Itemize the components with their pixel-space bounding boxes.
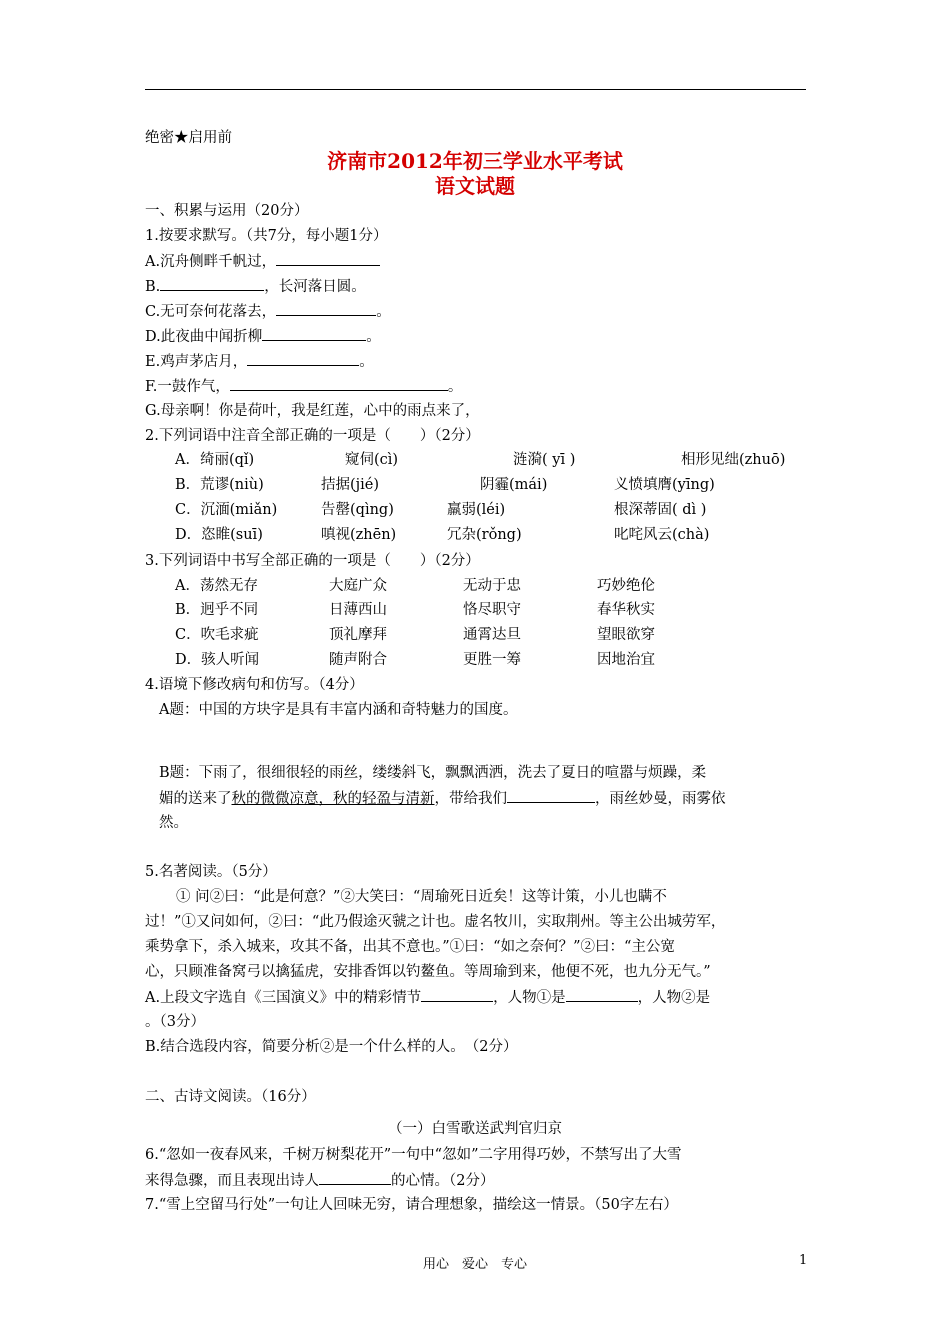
q1-a [145,251,380,272]
q1-b-text: ，长河落日圆。 [264,279,366,295]
q3-option: C．吹毛求疵 [175,627,259,643]
q1-d-end: 。 [366,329,381,345]
q5-a-end: 。（3分） [145,1014,205,1030]
secret-label: 绝密★启用前 [145,130,232,146]
q5-a-text: A.上段文字选自《三国演义》中的精彩情节 [145,990,422,1006]
q2-word: 相形见绌(zhuō) [681,452,786,468]
page-number: 1 [799,1253,808,1268]
q2-option: A．绮丽(qǐ) [175,452,255,468]
q4-b-line2 [159,788,726,809]
q4-b-blank[interactable] [507,788,595,803]
q2-word: 告罄(qìng) [321,502,394,518]
q1-b-blank[interactable] [160,276,264,291]
q1-d [145,326,381,347]
q6-line1: 6.“忽如一夜春风来，千树万树梨花开”一句中“忽如”二字用得巧妙，不禁写出了大雪 [145,1147,682,1163]
q1-f-text: F.一鼓作气， [145,379,230,395]
q1-e-blank[interactable] [247,351,359,366]
q5-a-text: ，人物①是 [493,990,566,1006]
q1-c-text: C.无可奈何花落去， [145,304,277,320]
q1-f-end: 。 [447,379,463,395]
q3-word: 春华秋实 [597,602,655,618]
q1-c [145,301,391,322]
q1-f [145,376,462,397]
q5-a-blank[interactable] [421,987,493,1002]
q4-stem: 4.语境下修改病句和仿写。（4分） [145,677,364,693]
q4-b-text: ，带给我们 [434,791,507,807]
q4-b-text: 媚的送来了 [159,791,232,807]
q3-word: 因地治宜 [597,652,655,668]
q3-word: 巧妙绝伦 [597,578,655,594]
q1-b [145,276,366,297]
q3-word: 顶礼摩拜 [329,627,387,643]
q5-passage: 心，只顾准备窝弓以擒猛虎，安排香饵以钓鳌鱼。等周瑜到来，他便不死，也九分无气。” [145,964,711,980]
q1-stem: 1.按要求默写。（共7分，每小题1分） [145,228,388,244]
q2-word: 嗔视(zhēn) [321,527,397,543]
q2-option: B．荒谬(niù) [175,477,264,493]
q5-passage: 乘势拿下，杀入城来，攻其不备，出其不意也。”①曰：“如之奈何？”②曰：“主公宽 [145,939,675,955]
q3-word: 通霄达旦 [463,627,521,643]
q3-stem: 3.下列词语中书写全部正确的一项是（ ）（2分） [145,553,480,569]
q1-e-end: 。 [359,354,374,370]
q6-text: 的心情。（2分） [391,1173,495,1189]
q1-g: G.母亲啊！你是荷叶，我是红莲，心中的雨点来了， [145,403,480,419]
q3-word: 恪尽职守 [463,602,521,618]
q2-word: 羸弱(léi) [447,502,506,518]
q1-f-blank[interactable] [230,376,448,391]
q1-c-end: 。 [376,304,391,320]
q4-b-underlined: 秋的微微凉意，秋的轻盈与清新 [231,791,435,807]
section1-heading: 一、积累与运用（20分） [145,203,309,219]
q5-stem: 5.名著阅读。（5分） [145,864,277,880]
q3-option: D．骇人听闻 [175,652,260,668]
q2-word: 冗杂(rǒng) [447,527,522,543]
q6-text: 来得急骤，而且表现出诗人 [145,1173,319,1189]
q2-option: C．沉湎(miǎn) [175,502,278,518]
poem-title: （一）白雪歌送武判官归京 [388,1121,562,1137]
q3-option: B．迥乎不同 [175,602,259,618]
q2-word: 阴霾(mái) [480,477,548,493]
page-title: 济南市2012年初三学业水平考试 [327,149,623,173]
q5-b: B.结合选段内容，简要分析②是一个什么样的人。 （2分） [145,1039,518,1055]
q3-word: 无动于忠 [463,578,521,594]
q2-word: 窥伺(cì) [345,452,399,468]
section2-heading: 二、古诗文阅读。（16分） [145,1089,316,1105]
q2-word: 义愤填膺(yīng) [614,477,715,493]
q2-word: 根深蒂固( dì ) [614,502,707,518]
top-rule [145,89,806,90]
q2-word: 拮据(jié) [321,477,380,493]
q2-word: 叱咤风云(chà) [614,527,710,543]
q1-e-text: E.鸡声茅店月， [145,354,248,370]
q1-c-blank[interactable] [276,301,376,316]
q3-word: 望眼欲穿 [597,627,655,643]
q5-passage: ① 问②曰：“此是何意？”②大笑曰：“周瑜死日近矣！这等计策，小儿也瞒不 [176,889,667,905]
q6-line2 [145,1170,494,1191]
page-subtitle: 语文试题 [435,174,515,198]
footer-text: 用心 爱心 专心 [422,1257,527,1272]
q4-b-text: ，雨丝妙曼，雨雾依 [595,791,726,807]
q1-a-text: A.沉舟侧畔千帆过， [145,254,277,270]
q5-a-blank[interactable] [566,987,638,1002]
q1-d-blank[interactable] [262,326,366,341]
q1-d-text: D.此夜曲中闻折柳 [145,329,263,345]
q2-word: 涟漪( yī ) [513,452,576,468]
q3-word: 更胜一筹 [463,652,521,668]
q1-a-blank[interactable] [276,251,380,266]
q1-b-prefix: B. [145,279,161,295]
q2-stem: 2.下列词语中注音全部正确的一项是（ ）（2分） [145,428,480,444]
q6-blank[interactable] [319,1170,391,1185]
q3-word: 随声附合 [329,652,387,668]
q4-a: A题：中国的方块字是具有丰富内涵和奇特魅力的国度。 [159,702,518,718]
q3-word: 日薄西山 [329,602,387,618]
q5-a [145,987,710,1008]
q2-option: D．恣睢(suī) [175,527,263,543]
q4-b-line1: B题：下雨了，很细很轻的雨丝，缕缕斜飞，飘飘洒洒，洗去了夏日的喧嚣与烦躁，柔 [159,765,707,781]
q5-a-text: ，人物②是 [637,990,711,1006]
q5-passage: 过！”①又问如何，②曰：“此乃假途灭虢之计也。虚名牧川，实取荆州。等主公出城劳军， [145,914,726,930]
q3-word: 大庭广众 [329,578,387,594]
q1-e [145,351,374,372]
q4-b-line3: 然。 [159,815,188,831]
q7-line1: 7.“雪上空留马行处”一句让人回味无穷，请合理想象，描绘这一情景。（50字左右） [145,1197,678,1213]
q3-option: A．荡然无存 [175,578,258,594]
